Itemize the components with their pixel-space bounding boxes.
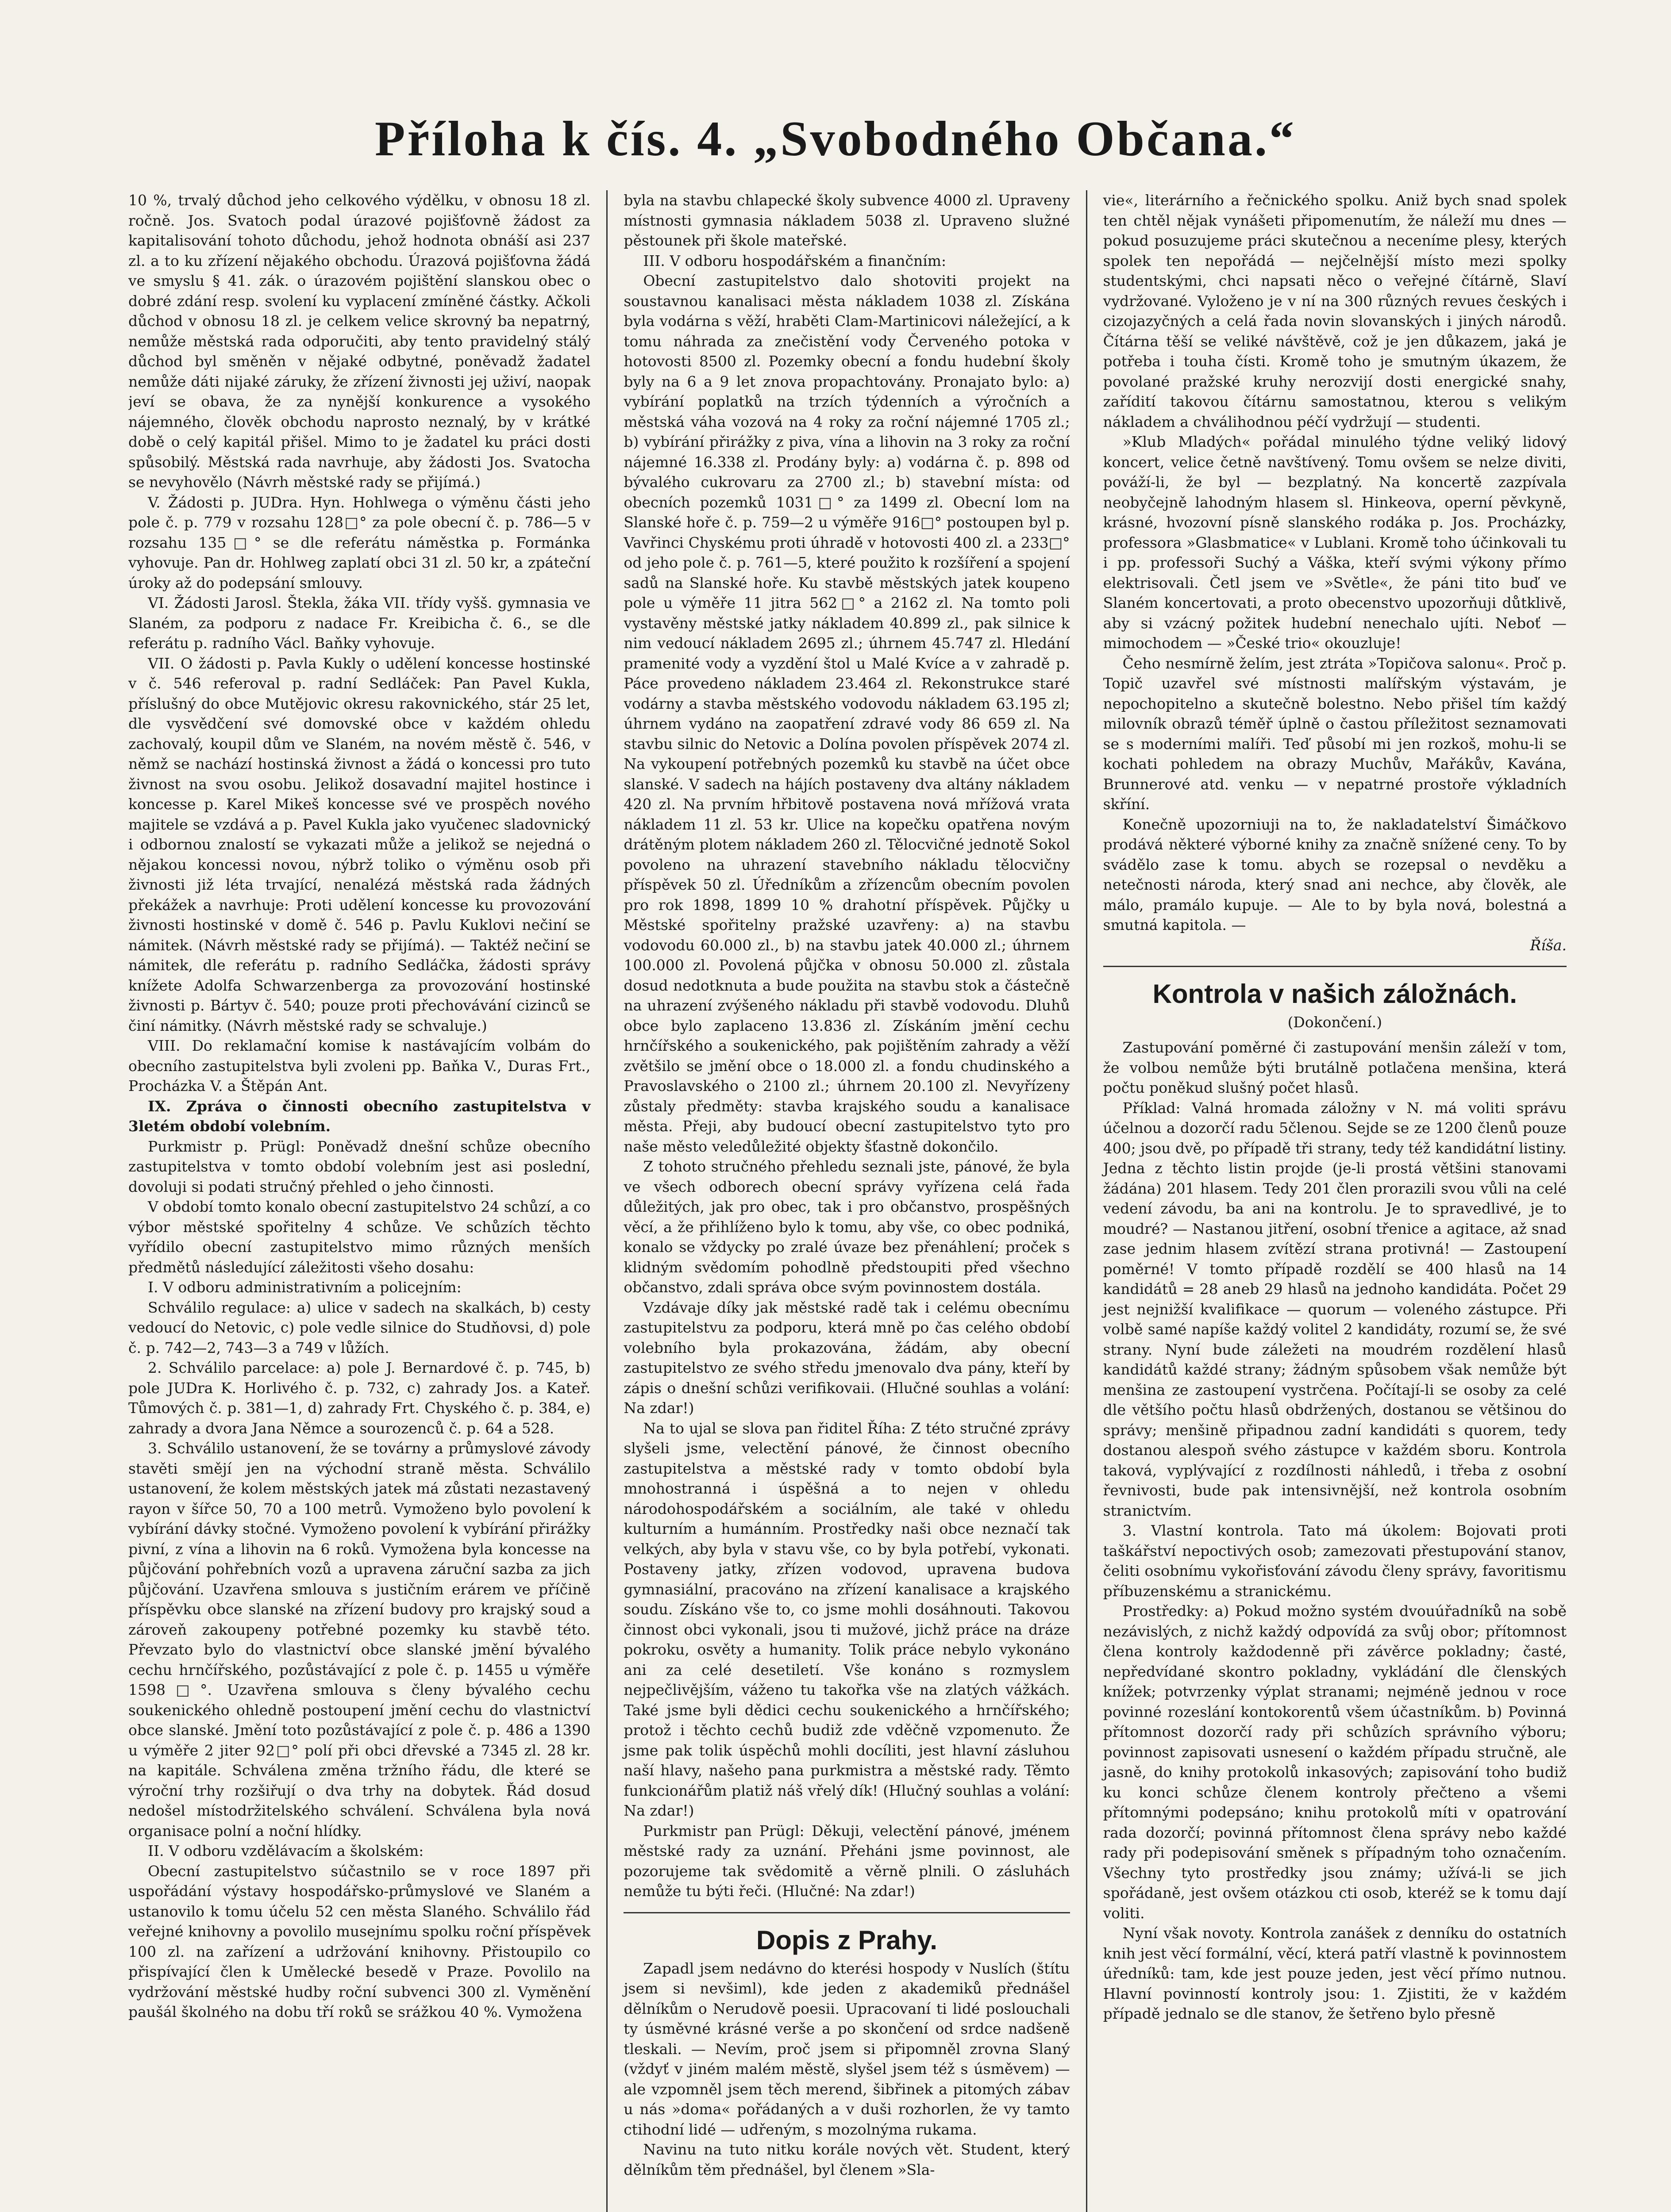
column-right bbox=[1087, 190, 1567, 2212]
paragraph: 10 %, trvalý důchod jeho celkového výdělku, v obnosu 18 zl. ročně. Jos. Svatoch podal úrazové pojišťovně žádost za kapitalisování tohoto důchodu, jehož hodnota obnáší asi 237 zl. a to ku zřízení nějakého obchodu. Úrazová pojišťovna žádá ve smyslu § 41. zák. o úrazovém pojištění slanskou obec o dobré zdání resp. svolení ku vyplacení zmíněné částky. Ačkoli důchod v obnosu 18 zl. je celkem velice skrovný ba nepatrný, nemůže městská rada odporučiti, aby tento pravidelný stálý důchod byl směněn v nějaké odbytné, poněvadž žadatel nemůže dáti nijaké záruky, že zřízení živnosti jej uživí, naopak jeví se obava, že za nynější konkurence a vysokého nájemného, člověk obchodu naprosto neznalý, by v krátké době o celý kapitál přišel. Mimo to je žadatel ku práci dosti spůsobilý. Městská rada navrhuje, aby žádosti Jos. Svatocha se nevyhovělo (Návrh městské rady se přijímá.) bbox=[128, 192, 591, 491]
page-title: Příloha k čís. 4. „Svobodného Občana.“ bbox=[375, 111, 1296, 166]
paragraph: Zapadl jsem nedávno do kterési hospody v Nuslích (štítu jsem si nevšiml), kde jeden z akademiků přednášel dělníkům o Nerudově poesii. Upracovaní ti lidé poslouchali ty úsměvné krásné verše a po skončení od srdce nadšeně tleskali. — Nevím, proč jsem si připomněl zrovna Slaný (vždyť v jiném malém městě, slyšel jsem též s úsměvem) — ale vzpomněl jsem těch merend, šibřinek a pitomých zábav u nás »doma« pořádaných a v duši rozhorlen, že vy tamto ctihodní lidé — udřeným, s mozolnýma rukama. bbox=[624, 1959, 1070, 2138]
paragraph: Schválilo regulace: a) ulice v sadech na skalkách, b) cesty vedoucí do Netovic, c) pole vedle silnice do Studňovsi, d) pole č. p. 742—2, 743—3 a 749 v lůžích. bbox=[128, 1298, 591, 1356]
paragraph: VII. O žádosti p. Pavla Kukly o udělení koncesse hostinské v č. 546 referoval p. radní Sedláček: Pan Pavel Kukla, příslušný do obce Mutějovic okresu rakovnického, stár 25 let, dle vysvědčení své domovské obce v každém ohledu zachovalý, koupil dům ve Slaném, na novém městě č. 546, v němž se nachází hostinská živnost a žádá o koncessi pro tuto živnost na svou osobu. Jelikož dosavadní majitel hostince i koncesse p. Karel Mikeš koncesse své ve prospěch nového majitele se vzdává a p. Pavel Kukla jako vyučenec sladovnický i odbornou znalostí se vykazati může a jelikož se nejedná o nějakou koncessi novou, nýbrž toliko o výměnu osob při živnosti již léta trvající, nenalézá městská rada žádných překážek a navrhuje: Proti udělení koncesse ku provozování živnosti hostinské v domě č. 546 p. Pavlu Kuklovi nečiní se námitek. (Návrh městské rady se přijímá). — Taktéž nečiní se námitek, dle referátu p. radního Sedláčka, žádosti správy knížete Adolfa Schwarzenberga za provozování hostinské živnosti p. Bártyv č. 540; pouze proti přechovávání cizinců se činí námitky. (Návrh městské rady se schvaluje.) bbox=[128, 654, 591, 1034]
paragraph: Prostředky: a) Pokud možno systém dvouúřadníků na sobě nezávislých, z nichž každý odpovídá za svůj obor; přítomnost člena kontroly každodenně při závěrce pokladny; časté, nepředvídané skontro pokladny, vykládání dle členských knížek; potvrzenky výplat stranami; nejméně jednou v roce povinné rozeslání kontokorentů všem účastníkům. b) Povinná přítomnost dozorčí rady při schůzích správního výboru; povinnost zapisovati usnesení o každém případu stručně, ale jasně, do knihy protokolů inkasových; zapisování toho budiž ku konci schůze členem kontroly přečteno a všemi přítomnými podepsáno; knihu protokolů míti v opatrování rada dozorčí; povinná přítomnost člena správy nebo každé rady při podepisování směnek s případným toho označením. Všechny tyto prostředky jsou známy; užívá-li se jich spořádaně, jest ovšem otázkou cti osob, kteréž se k tomu dají voliti. bbox=[1103, 1602, 1567, 1922]
paragraph: Příklad: Valná hromada záložny v N. má voliti správu účelnou a dozorčí radu 5členou. Sejde se ze 1200 členů pouze 400; jsou dvě, po případě tři strany, tedy též kandidátní listiny. Jedna z těchto listin projde (je-li prostá většini stanovami žádána) 201 hlasem. Tedy 201 člen prorazili svou vůli na celé vedení závodu, ba ani na kontrolu. Je to spravedlivé, je to moudré? — Nastanou jitření, osobní třenice a agitace, až snad zase jednim hlasem zvítězí strana protivná! — Zastoupení poměrné! V tomto případě rozdělí se 400 hlasů na 14 kandidátů = 28 aneb 29 hlasů na jednoho kandidáta. Počet 29 jest nejnižší kvalifikace — quorum — voleného zástupce. Při volbě samé napíše každý volitel 2 kandidáty, rozumí se, že své strany. Nyní bude záležeti na moudrém rozdělení hlasů kandidátů každé strany; žádným spůsobem však nemůže být menšina ze zastoupení vystrčena. Počítají-li se osoby za celé dle většího počtu hlasů obdržených, dostanou se většinou do správy; menšině připadnou zadní kandidáti s quorem, tedy dostanou alespoň svého zástupce v každém sboru. Kontrola taková, vyplývající z rozdílnosti náhledů, i třeba z osobní řevnivosti, bude pak intensivnější, než kontrola osobním stranictvím. bbox=[1103, 1099, 1567, 1519]
author-signature: Říša. bbox=[1530, 936, 1567, 954]
paragraph: Navinu na tuto nitku korále nových vět. Student, který dělníkům těm přednášel, byl členem »Sla- bbox=[624, 2141, 1070, 2178]
paragraph: Obecní zastupitelstvo dalo shotoviti projekt na soustavnou kanalisaci města nákladem 1038 zl. Získána byla vodárna s věží, hraběti Clam-Martinicovi náležející, a k tomu náhrada za znečistění vody Červeného potoka v hotovosti 8500 zl. Pozemky obecní a fondu hudební školy byly na 6 a 9 let znova propachtovány. Pronajato bylo: a) vybírání poplatků na trzích týdenních a výročních a městská váha vozová na 4 roky za roční nájemné 1705 zl.; b) vybírání přirážky z piva, vína a lihovin na 3 roky za roční nájemné 16.338 zl. Prodány byly: a) vodárna č. p. 898 od bývalého cukrovaru za 2700 zl.; b) stavební místa: od obecních pozemků 1031□° za 1499 zl. Obecní lom na Slanské hoře č. p. 759—2 u výměře 916□° postoupen byl p. Vavřinci Chyskému proti úhradě v hotovosti 400 zl. a 233□° od jeho pole č. p. 761—5, které použito k rozšíření a spojení sadů na Slanské hoře. Ku stavbě městských jatek koupeno pole u výměře 11 jitra 562□° a 2162 zl. Na tomto poli vystavěny městské jatky nákladem 40.899 zl., pak silnice k nim vedoucí nákladem 2695 zl.; úhrnem 45.747 zl. Hledání pramenité vody a vyzdění štol u Malé Kvíce a v zahradě p. Páce provedeno nákladem 23.464 zl. Rekonstrukce staré vodárny a stavba městského vodovodu nákladem 63.195 zl; úhrnem vydáno na zaopatření zdravé vody 86 659 zl. Na stavbu silnic do Netovic a Dolína povolen příspěvek 2074 zl. Na vykoupení potřebných pozemků ku stavbě na účet obce slanské. V sadech na hájích postaveny dva altány nákladem 420 zl. Na prvním hřbitově postavena nová mřížová vrata nákladem 11 zl. 53 kr. Ulice na kopečku opatřena novým drátěným plotem nákladem 260 zl. Tělocvičné jednotě Sokol povoleno na uhrazení stavebního nákladu tělocvičny příspěvek 50 zl. Úředníkům a zřízencům obecním povolen pro rok 1898, 1899 10 % drahotní příspěvek. Půjčky u Městské spořitelny pražské uzavřeny: a) na stavbu vodovodu 60.000 zl., b) na stavbu jatek 40.000 zl.; úhrnem 100.000 zl. Povolená půjčka v obnosu 50.000 zl. zůstala dosud nedotknuta a bude použita na stavbu stok a částečně na uhrazení zvýšeného nákladu při stavbě vodovodu. Dluhů obce bylo zaplaceno 13.836 zl. Získáním jmění cechu hrnčířského a soukenického, pak pojištěním zahrady a věží zvětšilo se jmění obce o 18.000 zl. a fondu chudinského a Pravoslavského o 2100 zl.; úhrnem 20.100 zl. Nevyřízeny zůstaly předměty: stavba krajského soudu a kanalisace města. Přeji, aby budoucí obecní zastupitelstvo tyto pro naše město veledůležité objekty šťastně dokončilo. bbox=[624, 272, 1070, 1155]
article-heading: Kontrola v našich záložnách. bbox=[1152, 979, 1517, 1009]
paragraph: II. V odboru vzdělávacím a školském: bbox=[148, 1842, 424, 1859]
article-subheading: (Dokončení.) bbox=[1287, 1014, 1382, 1031]
paragraph: Purkmistr pan Prügl: Děkuji, velectění pánové, jménem městské rady za uznání. Přeháni jsme povinnost, ale pozorujeme tak svědomitě a věrně plnili. O zásluhách nemůže tu býti řeči. (Hlučné: Na zdar!) bbox=[624, 1822, 1070, 1900]
paragraph: Nyní však novoty. Kontrola zanášek z denníku do ostatních knih jest věcí formální, věcí, která patří vlastně k povinnostem úředníků: tam, kde jest pouze jeden, jest věcí přímo nutnou. Hlavní povinností kontroly jsou: 1. Zjistiti, že v každém případě jednalo se dle stanov, že šetřeno bylo přesně bbox=[1103, 1924, 1567, 2022]
paragraph: V. Žádosti p. JUDra. Hyn. Hohlwega o výměnu části jeho pole č. p. 779 v rozsahu 128□° za pole obecní č. p. 786—5 v rozsahu 135□° se dle referátu náměstka p. Formánka vyhovuje. Pan dr. Hohlweg zaplatí obci 31 zl. 50 kr, a zpáteční úroky až do podepsání smlouvy. bbox=[128, 493, 591, 591]
paragraph: Čeho nesmírně želím, jest ztráta »Topičova salonu«. Proč p. Topič uzavřel své místnosti malířským výstavám, je nepochopitelno a skutečně bolestno. Nebo přišel tím každý milovník obrazů téměř úplně o častou příležitost seznamovati se s moderními malíři. Teď působí mi jen rozkoš, mohu-li se kochati pohledem na obrazy Muchův, Mařákův, Kavána, Brunnerové atd. venku — v nepatrné prostoře výkladních skříní. bbox=[1103, 654, 1567, 813]
paragraph: Na to ujal se slova pan řiditel Říha: Z této stručné zprávy slyšeli jsme, velectění pánové, že činnost obecního zastupitelstva a městské rady v tomto období byla mnohostranná i úspěšná a to nejen v ohledu národohospodářském a sociálním, ale také v ohledu kulturním a humánním. Prostředky naši obce neznačí tak velkých, aby byla v stavu vše, co by byla potřebí, vykonati. Postaveny jatky, zřízen vodovod, upravena budova gymnasiální, pracováno na zřízení kanalisace a krajského soudu. Získáno vše to, co jsme mohli dosáhnouti. Takovou činnost obci vykonali, jsou ti mužové, jichž práce na dráze pokroku, osvěty a humanity. Tolik práce nebylo vykonáno ani za celé desetiletí. Vše konáno s rozmyslem nejpečlivějším, váženo tu takořka vše na zlatých vážkách. Také jsme byli dědici cechu soukenického a hrnčířského; protož i těchto cechů budiž zde vděčně vzpomenuto. Že jsme pak tolik úspěchů mohli docíliti, jest hlavní zásluhou naší hlavy, našeho pana purkmistra a městské rady. Těmto funkcionářům platiž náš vřelý dík! (Hlučný souhlas a volání: Na zdar!) bbox=[624, 1419, 1070, 1819]
paragraph: byla na stavbu chlapecké školy subvence 4000 zl. Upraveny místnosti gymnasia nákladem 5038 zl. Upraveno služné pěstounek při škole mateřské. bbox=[624, 192, 1070, 249]
paragraph: 2. Schválilo parcelace: a) pole J. Bernardové č. p. 745, b) pole JUDra K. Horlivého č. p. 732, c) zahrady Jos. a Kateř. Tůmových č. p. 381—1, d) zahrady Frt. Chyského č. p. 384, e) zahrady a dvora Jana Němce a sourozenců č. p. 64 a 528. bbox=[128, 1359, 591, 1437]
paragraph: I. V odboru administrativním a policejním: bbox=[148, 1279, 462, 1296]
paragraph: Purkmistr p. Prügl: Poněvadž dnešní schůze obecního zastupitelstva v tomto období volebním jest asi poslední, dovoluji si podati stručný přehled o jeho činnosti. bbox=[128, 1137, 591, 1195]
paragraph: Konečně upozorniuji na to, že nakladatelství Šimáčkovo prodává některé výborné knihy za značně snížené ceny. To by svádělo zase k tomu. abych se rozepsal o nevděku a netečnosti národa, který snad ani nechce, aby člověk, ale málo, pramálo kupuje. — Ale to by byla nová, bolestná a smutná kapitola. — bbox=[1103, 815, 1567, 933]
section-heading: IX. Zpráva o činnosti obecního zastupitelstva v 3letém období volebním. bbox=[128, 1097, 591, 1135]
paragraph: Z tohoto stručného přehledu seznali jste, pánové, že byla ve všech odborech obecní správy vyřízena celá řada důležitých, jak pro obec, tak i pro občanstvo, prospěšných věcí, a že přihlíženo bylo k tomu, aby vše, co obec podniká, konalo se vždycky po zralé úvaze bez přenáhlení; proček s klidným svědomím pohodlně předstoupiti před všechno občanstvo, zdali správa obce svým povinnostem dostála. bbox=[624, 1158, 1070, 1296]
column-left bbox=[128, 190, 608, 2212]
paragraph: vie«, literárního a řečnického spolku. Aniž bych snad spolek ten chtěl nějak vynášeti připomenutím, že náleží mu dnes — pokud posuzujeme práci skutečnou a neceníme plesy, kterých spolek ten nepořádá — nejčelnější místo mezi spolky studentskými, chci napsati něco o veřejné čítárně, Slaví vydržované. Vyloženo je v ní na 300 různých revues českých i cizojazyčných a celá řada novin slovanských i jiných národů. Čítárna těší se veliké návštěvě, což je jen důkazem, jaká je potřeba i touha čísti. Kromě toho je smutným úkazem, že povolané pražské kruhy nerozvijí dosti energické snahy, zařídití takovou čítárnu samostatnou, kterou s velikým nákladem a chválihodnou péčí vydržují — studenti. bbox=[1103, 192, 1567, 430]
paragraph: VIII. Do reklamační komise k nastávajícím volbám do obecního zastupitelstva byli zvoleni pp. Baňka V., Duras Frt., Procházka V. a Štěpán Ant. bbox=[128, 1037, 591, 1094]
paragraph: 3. Schválilo ustanovení, že se továrny a průmyslové závody stavěti smějí jen na východní straně města. Schválilo ustanovení, že kolem městských jatek má zůstati nezastavený rayon v šířce 50, 70 a 100 metrů. Vymoženo bylo povolení k vybírání dávky stočné. Vymoženo povolení k vybírání přirážky pivní, z vína a lihovin na 6 roků. Vymožena byla koncesse na půjčování pohřebních vozů a upravena záruční sazba za jich půjčování. Uzavřena smlouva s justičním erárem ve příčině příspěvku obce slanské na zřízení budovy pro krajský soud a zároveň zakoupeny potřebné pozemky ku stavbě této. Převzato bylo do vlastnictví obce slanské jmění bývalého cechu hrnčířského, pozůstávající z pole č. p. 1455 u výměře 1598□°. Uzavřena smlouva s členy bývalého cechu soukenického ohledně postoupení jmění cechu do vlastnictví obce slanské. Jmění toto pozůstávající z pole č. p. 486 a 1390 u výměře 2 jiter 92□° polí při obci dřevské a 7345 zl. 28 kr. na kapitále. Schválena změna tržního řádu, dle které se výroční trhy rozšiřují o dva trhy na dobytek. Řád dosud nedošel místodržitelského schválení. Schválena byla nová organisace polní a noční hlídky. bbox=[128, 1440, 591, 1839]
column-middle bbox=[608, 190, 1087, 2212]
paragraph: »Klub Mladých« pořádal minulého týdne veliký lidový koncert, velice četně navštívený. Tomu ovšem se nelze diviti, pováží-li, že byl — bezplatný. Na koncertě zazpívala neobyčejně lahodným hlasem sl. Hinkeova, operní pěvkyně, krásné, hvozovní písně slanského rodáka p. Jos. Procházky, professora »Glasbmatice« v Lublani. Kromě toho účinkovali tu i pp. professoři Suchý a Váška, kteří svými výkony přímo elektrisovali. Četl jsem ve »Světle«, že páni tito buď ve Slaném koncertovati, a proto obecenstvo upozorňuji důtklivě, aby si vzácný požitek hudební nenechalo ujíti. Neboť — mimochodem — »České trio« okouzluje! bbox=[1103, 433, 1567, 652]
paragraph: Obecní zastupitelstvo súčastnilo se v roce 1897 při uspořádání výstavy hospodářsko-průmyslové ve Slaném a ustanovilo k tomu účelu 52 cen města Slaného. Schválilo řád veřejné knihovny a povolilo musejnímu spolku roční příspěvek 100 zl. na zařízení a udržování knihovny. Přistoupilo co přispívající člen k Umělecké besedě v Praze. Povolilo na vydržování městské hudby roční subvenci 300 zl. Vyměnění paušál školného na dobu tří roků se srážkou 40 %. Vymožena bbox=[128, 1862, 591, 2020]
paragraph: VI. Žádosti Jarosl. Štekla, žáka VII. třídy vyšš. gymnasia ve Slaném, za podporu z nadace Fr. Kreibicha č. 6., se dle referátu p. radního Václ. Baňky vyhovuje. bbox=[128, 594, 591, 652]
article-heading: Dopis z Prahy. bbox=[756, 1925, 937, 1955]
paragraph: 3. Vlastní kontrola. Tato má úkolem: Bojovati proti taškářství nepoctivých osob; zamezovati přestupování stanov, čeliti osobnímu vykořisťování závodu členy správy, favoritismu příbuzenskému a stranickému. bbox=[1103, 1522, 1567, 1600]
article-divider bbox=[1103, 966, 1567, 967]
newspaper-columns bbox=[128, 190, 1567, 2212]
paragraph: Zastupování poměrné či zastupování menšin záleží v tom, že volbou nemůže býti brutálně potlačena menšina, která počtu poněkud slušný počet hlasů. bbox=[1103, 1039, 1567, 1096]
paragraph: Vzdávaje díky jak městské radě tak i celému obecnímu zastupitelstvu za podporu, která mně po čas celého období volebního byla prokazována, žádám, aby obecní zastupitelstvo ze svého středu jmenovalo dva pány, kteří by zápis o dnešní schůzi verifikovaii. (Hlučné souhlas a volání: Na zdar!) bbox=[624, 1298, 1070, 1417]
paragraph: V období tomto konalo obecní zastupitelstvo 24 schůzí, a co výbor městské spořitelny 4 schůze. Ve schůzích těchto vyřídilo obecní zastupitelstvo mimo různých menších předmětů následující záležitosti všeho dosahu: bbox=[128, 1198, 591, 1276]
paragraph: III. V odboru hospodářském a finančním: bbox=[643, 252, 947, 269]
article-divider bbox=[624, 1912, 1070, 1913]
